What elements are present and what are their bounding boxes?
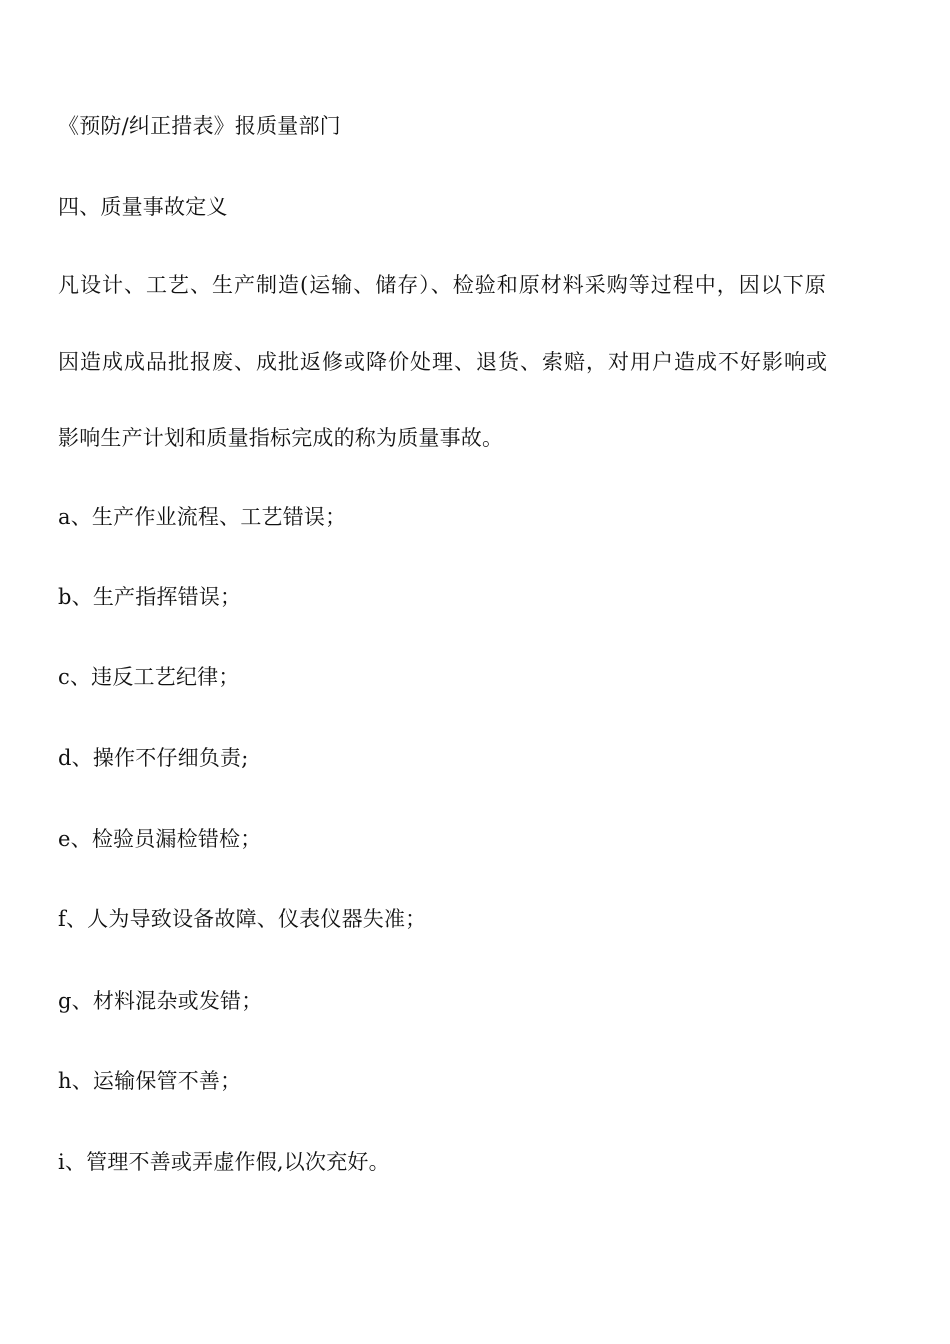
section-heading-quality-accident-definition: 四、质量事故定义 xyxy=(58,195,228,219)
list-item-c: c、违反工艺纪律； xyxy=(58,665,240,689)
text-line-form-report: 《预防/纠正措表》报质量部门 xyxy=(58,114,341,138)
list-item-b: b、生产指挥错误； xyxy=(58,585,242,609)
list-item-a: a、生产作业流程、工艺错误； xyxy=(58,505,347,529)
paragraph-line-2: 因造成成品批报废、成批返修或降价处理、退货、索赔，对用户造成不好影响或 xyxy=(58,350,828,374)
list-item-d: d、操作不仔细负责; xyxy=(58,746,249,770)
list-item-f: f、人为导致设备故障、仪表仪器失准； xyxy=(58,907,427,931)
list-item-i: i、管理不善或弄虚作假,以次充好。 xyxy=(58,1150,390,1174)
list-item-g: g、材料混杂或发错； xyxy=(58,989,263,1013)
paragraph-line-1: 凡设计、工艺、生产制造(运输、储存）、检验和原材料采购等过程中，因以下原 xyxy=(58,273,827,297)
list-item-h: h、运输保管不善； xyxy=(58,1069,242,1093)
list-item-e: e、检验员漏检错检； xyxy=(58,827,262,851)
paragraph-line-3: 影响生产计划和质量指标完成的称为质量事故。 xyxy=(58,426,504,450)
